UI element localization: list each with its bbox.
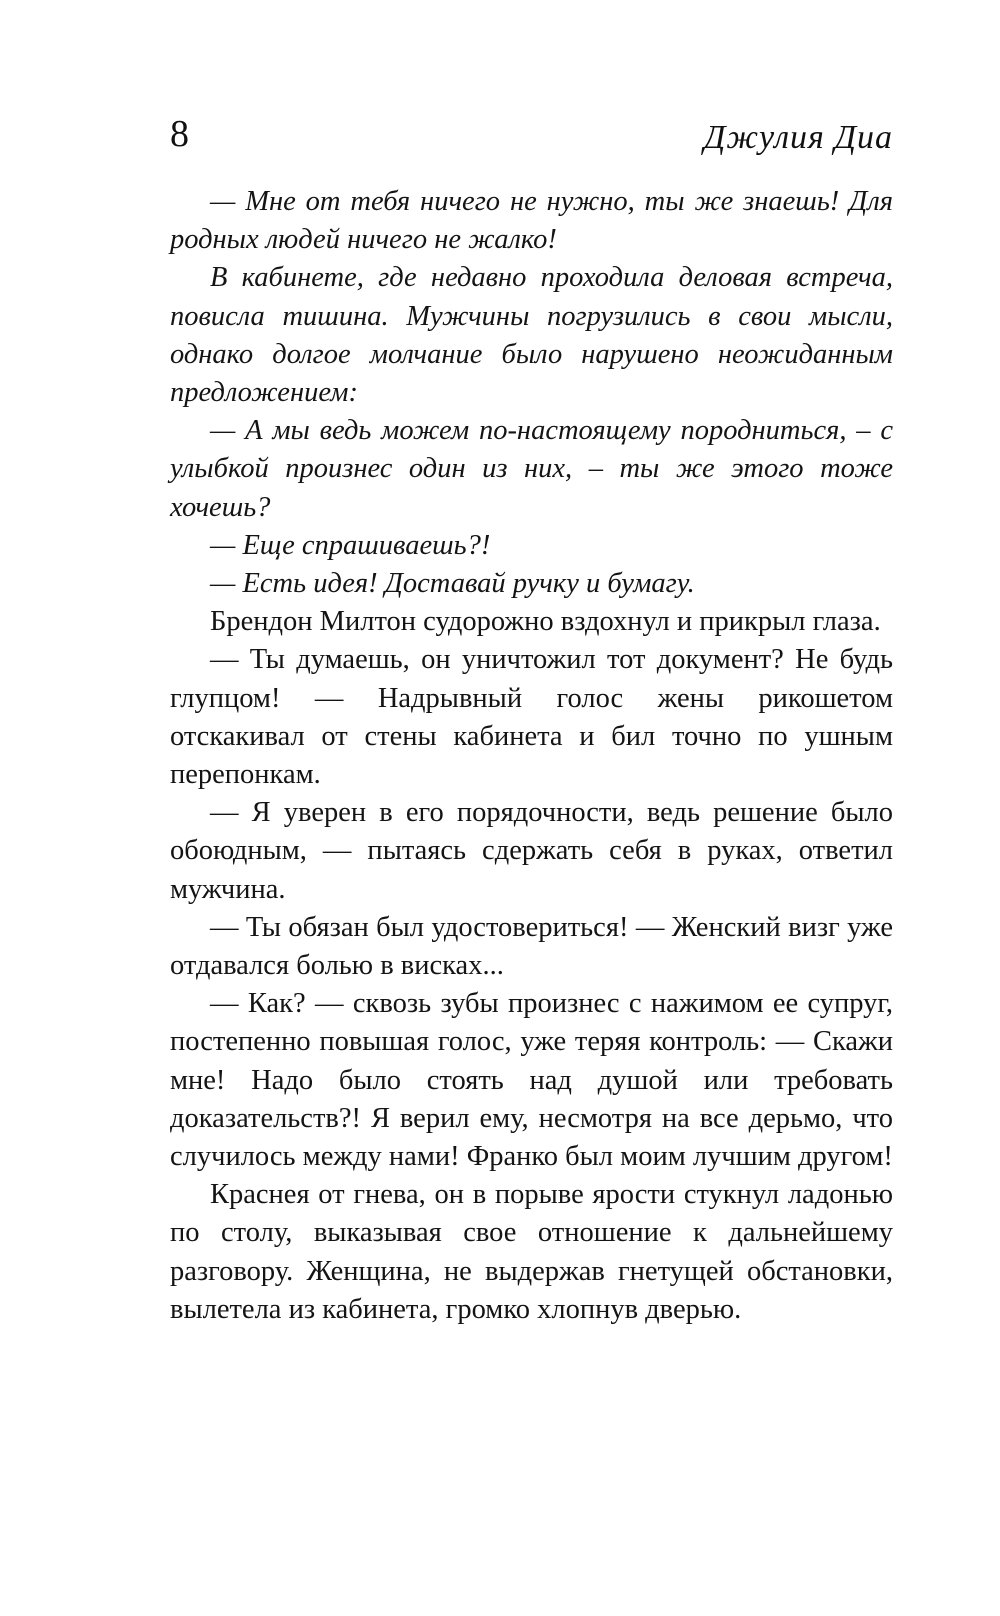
page-number: 8 (170, 113, 189, 155)
paragraph: — Ты обязан был удостовериться! — Женский визг уже отдавался болью в висках... (170, 911, 893, 982)
paragraph: — Я уверен в его порядочности, ведь решение было обоюдным, — пытаясь сдержать себя в руках, ответил мужчина. (170, 797, 893, 905)
page-header (170, 112, 893, 172)
paragraph: В кабинете, где недавно проходила деловая встреча, повисла тишина. Мужчины погрузились в свои мысли, однако долгое молчание было нарушено неожиданным предложением: (170, 262, 893, 409)
paragraph: — Еще спрашиваешь?! (210, 529, 491, 561)
paragraph: Краснея от гнева, он в порыве ярости стукнул ладонью по столу, выказывая свое отношение к дальнейшему разговору. Женщина, не выдержав гнетущей обстановки, вылетела из кабинета, громко хлопнув дверью. (170, 1179, 893, 1325)
paragraph: — Ты думаешь, он уничтожил тот документ? Не будь глупцом! — Надрывный голос жены рикошетом отскакивал от стены кабинета и бил точно по ушным перепонкам. (170, 644, 893, 791)
paragraph: — Как? — сквозь зубы произнес с нажимом ее супруг, постепенно повышая голос, уже теряя контроль: — Скажи мне! Надо было стоять над душой или требовать доказательств?! Я верил ему, несмотря на все дерьмо, что случилось между нами! Франко был моим лучшим другом! (170, 988, 893, 1173)
paragraph: — А мы ведь можем по-настоящему породниться, – с улыбкой произнес один из них, – ты же этого тоже хочешь? (170, 415, 893, 523)
paragraph: Брендон Милтон судорожно вздохнул и прикрыл глаза. (210, 606, 881, 638)
paragraph: — Мне от тебя ничего не нужно, ты же знаешь! Для родных людей ничего не жалко! (170, 186, 893, 256)
running-title: Джулия Диа (703, 119, 893, 156)
paragraph: — Есть идея! Доставай ручку и бумагу. (210, 568, 695, 600)
body-text (170, 183, 893, 1329)
